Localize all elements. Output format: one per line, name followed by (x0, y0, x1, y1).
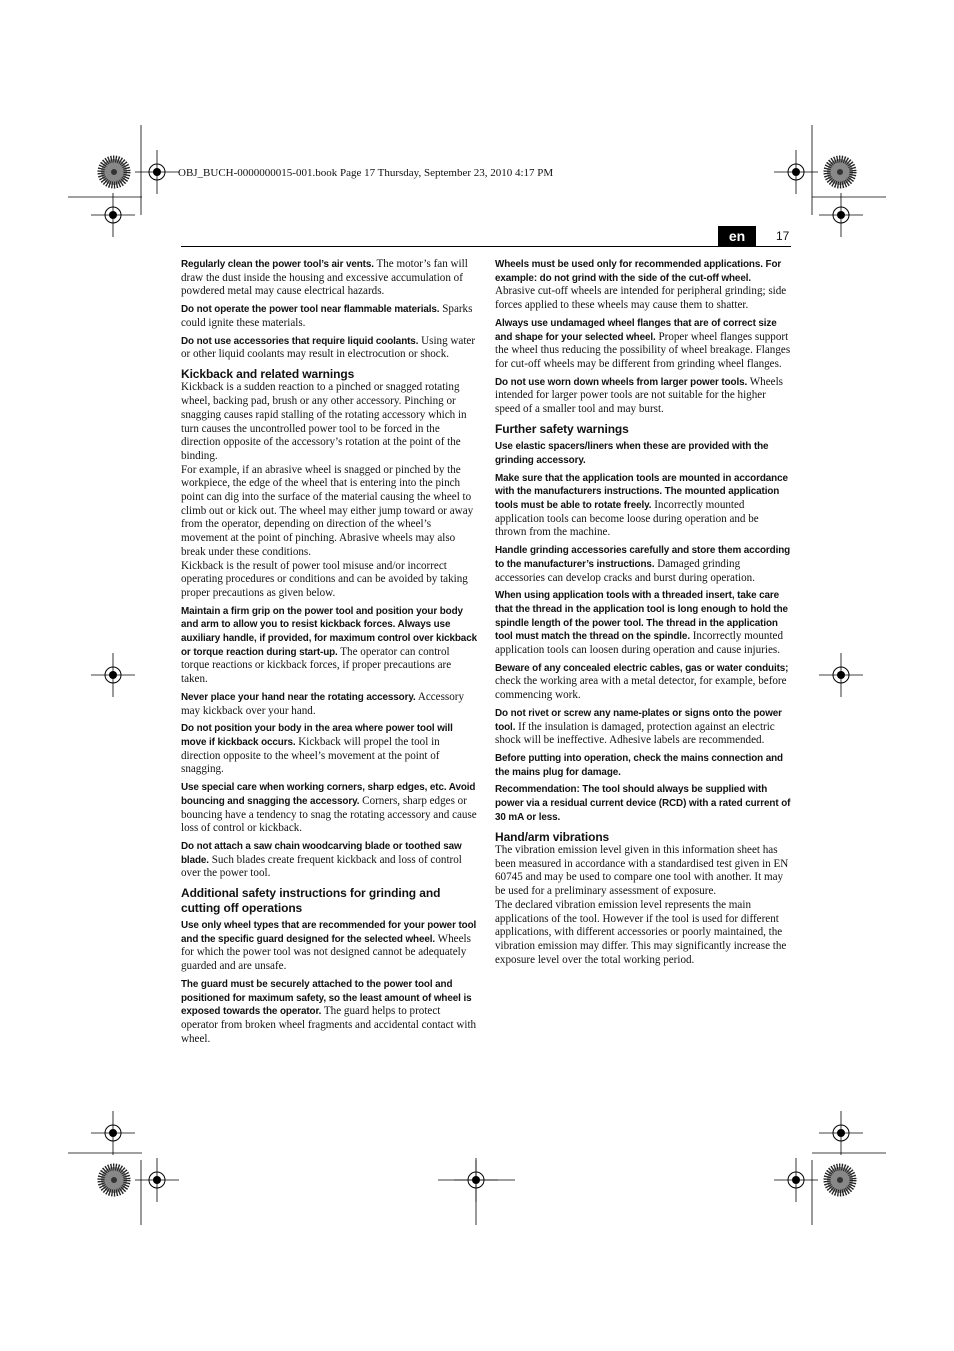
paragraph: When using application tools with a threaded insert, take care that the thread in the application tool is long enough to hold the spindle length of the power tool. The thread in the application tool must match the thread on the spindle. Incorrectly mounted application tools can loosen during operation and cause injuries. (495, 590, 788, 657)
paragraph: For example, if an abrasive wheel is snagged or pinched by the workpiece, the edge of the wheel that is entering into the pinch point can dig into the surface of the material causing the wheel to climb out or kick out. The wheel may either jump toward or away from the operator, depending on direction of the wheel’s movement at the point of pinching. Abrasive wheels may also break under these conditions. (181, 463, 474, 558)
print-slug: OBJ_BUCH-0000000015-001.book Page 17 Thursday, September 23, 2010 4:17 PM (178, 167, 554, 179)
paragraph: Wheels must be used only for recommended applications. For example: do not grind with the side of the cut-off wheel. Abrasive cut-off wheels are intended for peripheral grinding; side forces applied to these wheels may cause them to shatter. (495, 259, 787, 312)
star-target-icon (827, 159, 853, 185)
paragraph: Kickback is a sudden reaction to a pinched or snagged rotating wheel, backing pad, brush or any other accessory. Pinching or snagging causes rapid stalling of the rotating accessory which in turn causes the uncontrolled power tool to be forced in the direction opposite of the accessory’s rotation at the point of the binding. (181, 381, 467, 462)
section-heading: Further safety warnings (495, 421, 629, 436)
page-number: 17 (776, 229, 790, 243)
paragraph: Do not use worn down wheels from larger power tools. Wheels intended for larger power tools are not suitable for the higher speed of a smaller tool and may burst. (495, 375, 783, 416)
section-heading: Additional safety instructions for grinding and cutting off operations (181, 886, 441, 915)
registration-mark-icon (819, 193, 863, 237)
paragraph: Use special care when working corners, sharp edges, etc. Avoid bouncing and snagging the accessory. Corners, sharp edges or bouncing have a tendency to snag the rotating accessory and cause loss of control or kickback. (181, 782, 477, 835)
registration-mark-icon (819, 1111, 863, 1155)
paragraph: Do not rivet or screw any name-plates or signs onto the power tool. If the insulation is damaged, protection against an electric shock will be ineffective. Adhesive labels are recommended. (495, 707, 782, 747)
section-heading: Kickback and related warnings (181, 366, 355, 381)
star-target-icon (101, 159, 127, 185)
paragraph: Kickback is the result of power tool misuse and/or incorrect operating procedures or conditions and can be avoided by taking proper precautions as given below. (181, 559, 468, 599)
registration-mark-icon (91, 653, 135, 697)
right-column (495, 258, 792, 971)
paragraph: Do not operate the power tool near flammable materials. Sparks could ignite these materials. (181, 303, 473, 329)
paragraph: Handle grinding accessories carefully and store them according to the manufacturer’s instructions. Damaged grinding accessories can develop cracks and burst during operation. (495, 545, 791, 584)
registration-mark-icon (135, 1158, 179, 1202)
paragraph: Regularly clean the power tool’s air vents. The motor’s fan will draw the dust inside the housing and excessive accumulation of powdered metal may cause electrical hazards. (181, 258, 468, 298)
paragraph: The declared vibration emission level represents the main applications of the tool. However if the tool is used for different applications, with different accessories or poorly maintained, the vibration emission may differ. This may significantly increase the exposure level over the total working period. (495, 898, 787, 966)
registration-mark-icon (819, 653, 863, 697)
paragraph: Always use undamaged wheel flanges that are of correct size and shape for your selected wheel. Proper wheel flanges support the wheel thus reducing the possibility of wheel breakage. Flanges for cut-off wheels may be different from grinding wheel flanges. (495, 317, 791, 370)
star-target-icon (827, 1167, 853, 1193)
section-heading: Hand/arm vibrations (495, 829, 610, 844)
paragraph: Do not use accessories that require liquid coolants. Using water or other liquid coolants may result in electrocution or shock. (181, 334, 476, 361)
header-rule (181, 246, 791, 247)
paragraph: Do not position your body in the area where power tool will move if kickback occurs. Kickback will propel the tool in direction opposite to the wheel’s movement at the point of snagging. (181, 723, 453, 776)
registration-mark-icon (91, 193, 135, 237)
paragraph: Beware of any concealed electric cables, gas or water conduits; check the working area with a metal detector, for example, before commencing work. (495, 662, 789, 702)
paragraph: The guard must be securely attached to the power tool and positioned for maximum safety, so the least amount of wheel is exposed towards the operator. The guard helps to protect operator from broken wheel fragments and accidental contact with wheel. (181, 978, 477, 1045)
paragraph: Use only wheel types that are recommended for your power tool and the specific guard designed for the selected wheel. Wheels for which the power tool was not designed cannot be adequately guarded and are unsafe. (181, 920, 477, 973)
left-column (181, 258, 478, 1050)
registration-mark-icon (91, 1111, 135, 1155)
paragraph: The vibration emission level given in this information sheet has been measured in accordance with a standardised test given in EN 60745 and may be used to compare one tool with another. It may be used for a preliminary assessment of exposure. (495, 844, 789, 898)
paragraph: Maintain a firm grip on the power tool and position your body and arm to allow you to resist kickback forces. Always use auxiliary handle, if provided, for maximum control over kickback or torque reaction during start-up. The operator can control torque reactions or kickback forces, if proper precautions are taken. (181, 605, 477, 686)
registration-mark-icon (774, 1158, 818, 1202)
registration-mark-icon (135, 150, 179, 194)
language-badge: en (718, 226, 756, 246)
paragraph: Never place your hand near the rotating accessory. Accessory may kickback over your hand. (181, 690, 465, 717)
paragraph: Make sure that the application tools are mounted in accordance with the manufacturers instructions. The mounted application tools must be able to rotate freely. Incorrectly mounted application tools can become loose during operation and be thrown from the machine. (495, 472, 788, 539)
paragraph: Use elastic spacers/liners when these are provided with the grinding accessory. (495, 441, 769, 466)
paragraph: Do not attach a saw chain woodcarving blade or toothed saw blade. Such blades create frequent kickback and loss of control over the power tool. (181, 840, 462, 880)
paragraph: Recommendation: The tool should always be supplied with power via a residual current device (RCD) with a rated current of 30 mA or less. (495, 784, 791, 823)
paragraph: Before putting into operation, check the mains connection and the mains plug for damage. (495, 753, 783, 778)
star-target-icon (101, 1167, 127, 1193)
registration-mark-icon (774, 150, 818, 194)
